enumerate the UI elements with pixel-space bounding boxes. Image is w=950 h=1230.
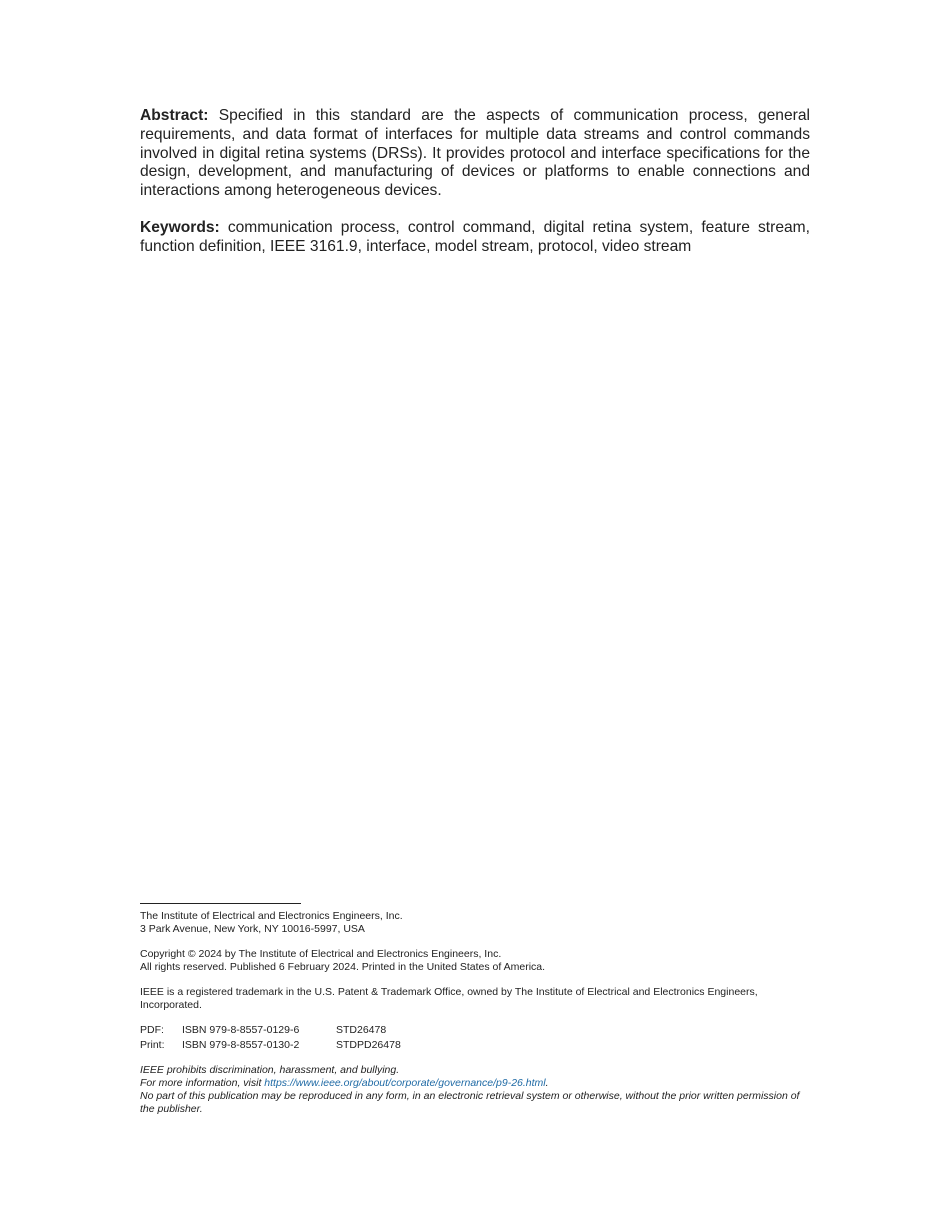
- copyright-block: [140, 948, 812, 974]
- isbn-std: STDPD26478: [336, 1039, 401, 1051]
- keywords-label: Keywords:: [140, 218, 220, 236]
- legal-line-2-suffix: .: [545, 1077, 549, 1089]
- trademark-block: [140, 986, 812, 1012]
- main-content: [140, 107, 810, 257]
- isbn-std: STD26478: [336, 1024, 387, 1036]
- publisher-name: The Institute of Electrical and Electronics Engineers, Inc.: [140, 910, 403, 922]
- footer: [140, 903, 812, 1128]
- isbn-format: PDF:: [140, 1024, 164, 1036]
- legal-line-2-prefix: For more information, visit: [140, 1077, 265, 1089]
- keywords-text: communication process, control command, digital retina system, feature stream, function definition, IEEE 3161.9, interface, model stream, protocol, video stream: [140, 218, 810, 255]
- keywords-paragraph: [140, 219, 810, 257]
- legal-line-2: [140, 1077, 812, 1090]
- isbn-row-pdf: [140, 1024, 812, 1037]
- trademark-line: IEEE is a registered trademark in the U.S. Patent & Trademark Office, owned by The Institute of Electrical and Electronics Engineers, Incorporated.: [140, 986, 758, 1011]
- publisher-block: [140, 910, 812, 936]
- publisher-address: 3 Park Avenue, New York, NY 10016-5997, USA: [140, 923, 365, 935]
- copyright-line: Copyright © 2024 by The Institute of Electrical and Electronics Engineers, Inc.: [140, 948, 502, 960]
- footer-divider: [140, 903, 301, 904]
- abstract-text: Specified in this standard are the aspects of communication process, general requirements, and data format of interfaces for multiple data streams and control commands involved in digital retina systems (DRSs). It provides protocol and interface specifications for the design, development, and manufacturing of devices or platforms to enable connections and interactions among heterogeneous devices.: [140, 107, 810, 200]
- isbn-row-print: [140, 1039, 812, 1052]
- abstract-paragraph: [140, 107, 810, 201]
- legal-line-3: No part of this publication may be reproduced in any form, in an electronic retrieval system or otherwise, without the prior written permission of the publisher.: [140, 1090, 800, 1115]
- legal-line-1: IEEE prohibits discrimination, harassment, and bullying.: [140, 1064, 400, 1076]
- isbn-number: ISBN 979-8-8557-0129-6: [182, 1024, 300, 1036]
- isbn-format: Print:: [140, 1039, 165, 1051]
- policy-link[interactable]: https://www.ieee.org/about/corporate/governance/p9-26.html: [264, 1077, 546, 1089]
- legal-block: [140, 1064, 812, 1116]
- abstract-label: Abstract:: [140, 107, 209, 124]
- rights-line: All rights reserved. Published 6 February 2024. Printed in the United States of America.: [140, 961, 546, 973]
- isbn-number: ISBN 979-8-8557-0130-2: [182, 1039, 300, 1051]
- isbn-block: [140, 1024, 812, 1052]
